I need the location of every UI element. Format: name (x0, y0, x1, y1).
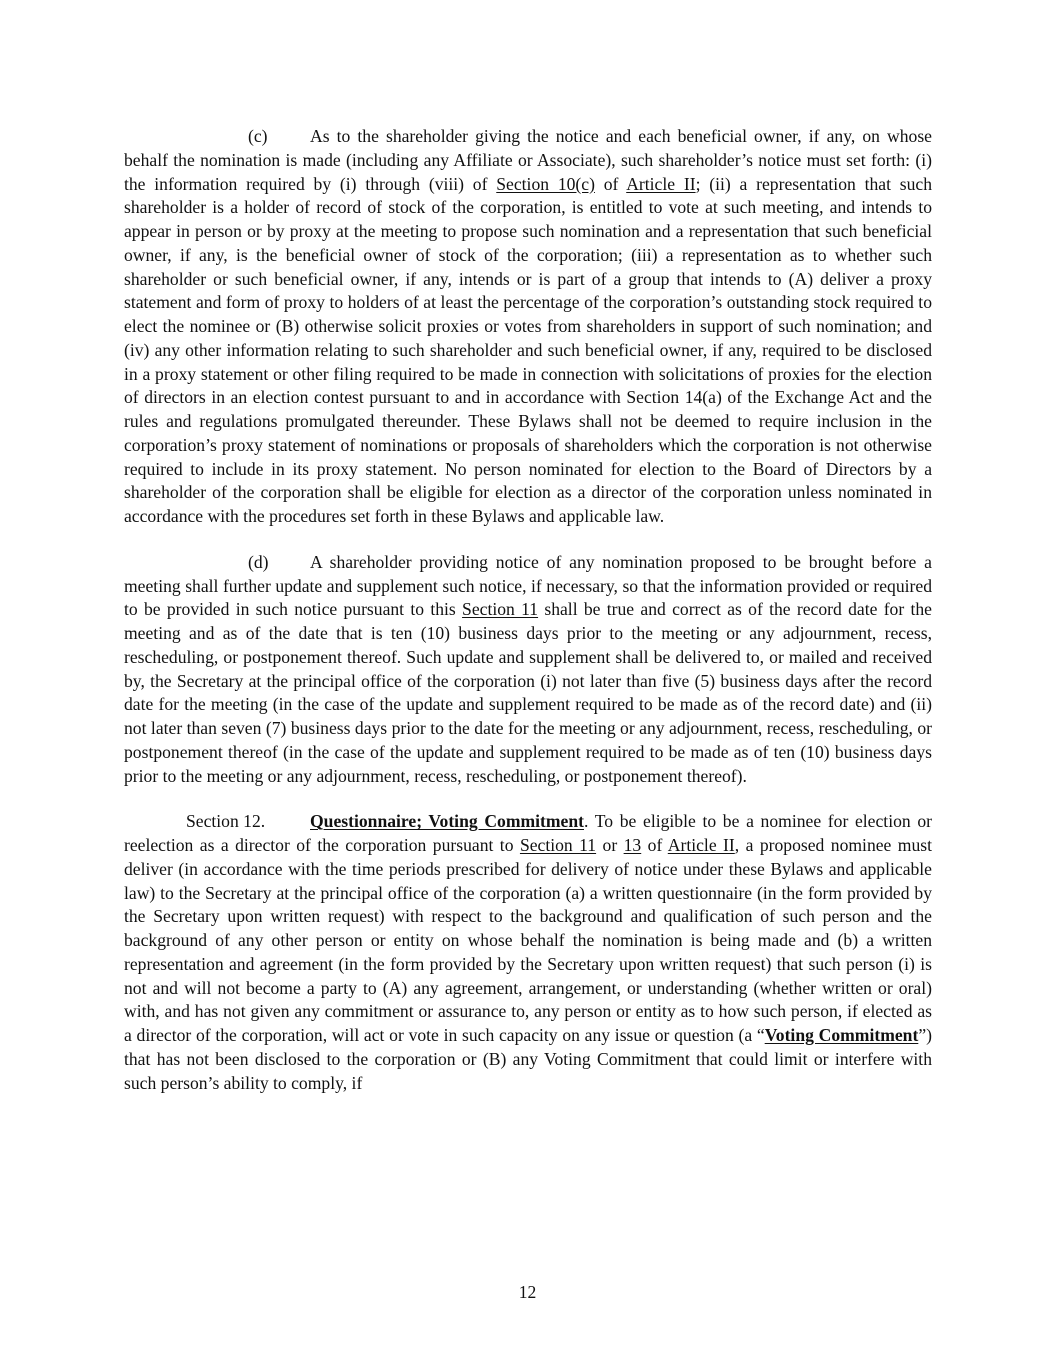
section-12-text-3: of (641, 835, 668, 855)
section-11-link[interactable]: Section 11 (462, 599, 539, 620)
section-12-label: Section 12. (186, 811, 266, 832)
paragraph-d-text-2: shall be true and correct as of the record date for the meeting and as of the date that is ten (10) business days prior to the meeting or any adjournment, recess, rescheduling, or postponement thereof. Such update and supplement shall be delivered to, or mailed and received by, the Secretary at the principal office of the corporation (i) not later than five (5) business days after the record date for the meeting (in the case of the update and supplement required to be made as of the record date) and (ii) not later than seven (7) business days prior to the date for the meeting or any adjournment, recess, rescheduling, or postponement thereof (in the case of the update and supplement required to be made as of ten (10) business days prior to the meeting or any adjournment, recess, rescheduling, or postponement thereof). (124, 599, 932, 786)
voting-commitment-term: Voting Commitment (764, 1025, 919, 1045)
document-body (124, 125, 932, 1095)
paragraph-c-text-2: of (594, 173, 627, 194)
paragraph-c (124, 125, 932, 529)
section-12-text-5: ”) that has not been disclosed to the corporation or (B) any Voting Commitment that could limit or interfere with such person’s ability to comply, if (124, 1025, 932, 1093)
paragraph-d (124, 551, 932, 789)
section-12-paragraph (124, 810, 932, 1095)
article-ii-link[interactable]: Article II (667, 835, 735, 855)
page-number: 12 (518, 1282, 537, 1302)
paragraph-d-text-1: A shareholder providing notice of any nomination proposed to be brought before a meeting shall further update and supplement such notice, if necessary, so that the information provided or required to be provided in such notice pursuant to this (124, 551, 932, 620)
paragraph-c-text-1: As to the shareholder giving the notice and each beneficial owner, if any, on whose behalf the nomination is made (including any Affiliate or Associate), such shareholder’s notice must set forth: (i) the information required by (i) through (viii) of (124, 126, 932, 194)
paragraph-c-text-3: ; (ii) a representation that such shareholder is a holder of record of stock of the corporation, is entitled to vote at such meeting, and intends to appear in person or by proxy at the meeting to propose such nomination and a representation that such beneficial owner, if any, is the beneficial owner of stock of the corporation; (iii) a representation as to whether such shareholder or such beneficial owner, if any, intends or is part of a group that intends to (A) deliver a proxy statement and form of proxy to holders of at least the percentage of the corporation’s outstanding stock required to elect the nominee or (B) otherwise solicit proxies or votes from shareholders in support of such nomination; and (iv) any other information relating to such shareholder and such beneficial owner, if any, required to be disclosed in a proxy statement or other filing required to be made in connection with solicitations of proxies for the election of directors in an election contest pursuant to and in accordance with Section 14(a) of the Exchange Act and the rules and regulations promulgated thereunder. These Bylaws shall not be deemed to require inclusion in the corporation’s proxy statement of nominations or proposals of shareholders which the corporation is not otherwise required to include in its proxy statement. No person nominated for election to the Board of Directors by a shareholder of the corporation shall be eligible for election as a director of the corporation unless nominated in accordance with the procedures set forth in these Bylaws and applicable law. (124, 173, 933, 526)
paragraph-c-label: (c) (248, 126, 268, 146)
section-11-link[interactable]: Section 11 (519, 835, 597, 855)
section-10c-link[interactable]: Section 10(c) (496, 173, 595, 194)
section-12-heading: Questionnaire; Voting Commitment (310, 811, 584, 832)
section-12-text-1: . To be eligible to be a nominee for election or reelection as a director of the corporation pursuant to (124, 811, 932, 855)
section-13-link[interactable]: 13 (623, 835, 642, 855)
section-12-text-2: or (596, 835, 624, 855)
paragraph-d-label: (d) (248, 551, 269, 572)
article-ii-link[interactable]: Article II (626, 173, 696, 194)
section-12-text-4: , a proposed nominee must deliver (in accordance with the time periods prescribed for delivery of notice under these Bylaws and applicable law) to the Secretary at the principal office of the corporation (a) a written questionnaire (in the form provided by the Secretary upon written request) with respect to the background and qualification of such person and the background of any other person or entity on whose behalf the nomination is being made and (b) a written representation and agreement (in the form provided by the Secretary upon written request) that such person (i) is not and will not become a party to (A) any agreement, arrangement, or understanding (whether written or oral) with, and has not given any commitment or assurance to, any person or entity as to how such person, if elected as a director of the corporation, will act or vote in such capacity on any issue or question (a “ (124, 835, 933, 1045)
